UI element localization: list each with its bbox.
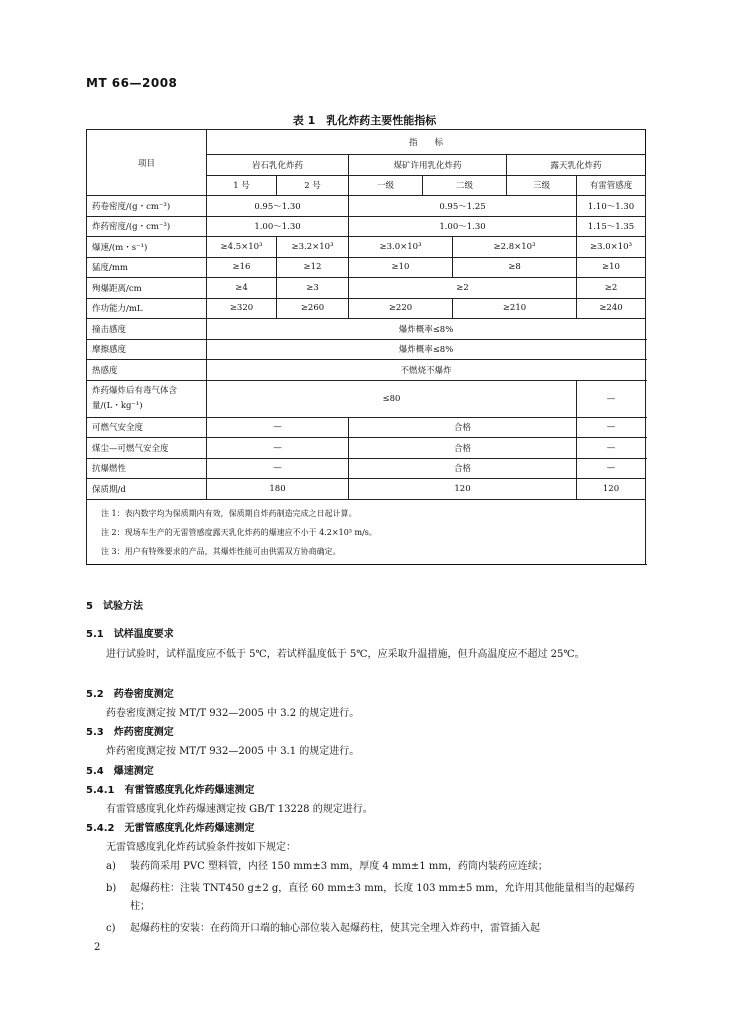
cell: 1.10～1.30 [577,196,646,217]
cell: ≥320 [207,298,277,319]
paragraph: 炸药密度测定按 MT/T 932—2005 中 3.1 的规定进行。 [106,746,360,757]
note-3: 注 3：用户有特殊要求的产品，其爆炸性能可由供需双方协商确定。 [87,542,646,565]
cell: 合格 [349,438,577,459]
cell: 1.00～1.30 [349,216,577,237]
list-text: 装药筒采用 PVC 塑料管，内径 150 mm±3 mm，厚度 4 mm±1 mm，药筒内装药应连续； [130,861,548,872]
cell: ≥10 [577,257,646,278]
section-5-4 [86,765,645,936]
note-2: 注 2：现场车生产的无雷管感度露天乳化炸药的爆速应不小于 4.2×10³ m/s。 [87,523,646,542]
note-1: 注 1：表内数字均为保质期内有效，保质期自炸药制造完成之日起计算。 [87,499,646,523]
cell: — [207,438,349,459]
list-item [86,860,645,874]
row-label: 摩擦感度 [87,339,207,360]
page-number: 2 [94,942,101,953]
cell: ≤80 [207,380,577,417]
section-heading: 5.1 试样温度要求 [86,629,174,640]
list-marker: c) [106,923,116,934]
list-marker: a) [106,861,116,872]
cell: ≥210 [453,298,577,319]
performance-table [86,129,646,565]
section-heading: 5.4.1 有雷管感度乳化炸药爆速测定 [86,785,255,796]
table-row [87,257,646,278]
table-header-row [87,130,646,155]
table-row [87,319,646,340]
table-row [87,278,646,299]
table-row [87,417,646,438]
header-coal-1: 一级 [349,175,423,196]
cell: ≥2.8×10³ [453,237,577,258]
cell: — [207,417,349,438]
cell: 1.00～1.30 [207,216,349,237]
row-label: 作功能力/mL [87,298,207,319]
cell: 0.95～1.25 [349,196,577,217]
row-label: 撞击感度 [87,319,207,340]
table-row [87,196,646,217]
cell: ≥3 [277,278,349,299]
table-row [87,339,646,360]
section-heading: 5.3 炸药密度测定 [86,727,174,738]
cell: ≥8 [453,257,577,278]
cell: ≥2 [349,278,577,299]
cell: 爆炸概率≤8% [207,339,646,360]
table-row [87,458,646,479]
list-text: 起爆药柱的安装：在药筒开口端的轴心部位装入起爆药柱，使其完全埋入炸药中，雷管插入起 [130,923,540,934]
row-label: 炸药爆炸后有毒气体含量/(L・kg⁻¹) [87,380,207,417]
cell: 不燃烧不爆炸 [207,360,646,381]
cell: 120 [349,479,577,500]
cell: ≥3.0×10³ [349,237,453,258]
cell: ≥12 [277,257,349,278]
table-row [87,380,646,417]
cell: ≥3.0×10³ [577,237,646,258]
cell: — [577,417,646,438]
cell: ≥10 [349,257,453,278]
row-label: 保质期/d [87,479,207,500]
paragraph: 有雷管感度乳化炸药爆速测定按 GB/T 13228 的规定进行。 [106,804,373,815]
paragraph: 药卷密度测定按 MT/T 932—2005 中 3.2 的规定进行。 [106,708,360,719]
table-note [87,542,646,565]
cell: 180 [207,479,349,500]
section-5-3 [86,726,645,759]
section-heading: 5 试验方法 [86,601,143,612]
row-label: 热感度 [87,360,207,381]
cell: — [577,458,646,479]
cell: — [207,458,349,479]
cell: ≥260 [277,298,349,319]
list-marker: b) [106,883,117,894]
cell: 爆炸概率≤8% [207,319,646,340]
header-coal: 煤矿许用乳化炸药 [349,155,507,176]
table-row [87,216,646,237]
cell: ≥220 [349,298,453,319]
paragraph: 进行试验时，试样温度应不低于 5℃，若试样温度低于 5℃，应采取升温措施，但升高温度应不超过 25℃。 [106,649,585,660]
header-open: 露天乳化炸药 [507,155,646,176]
header-coal-3: 三级 [507,175,577,196]
cell: — [577,380,646,417]
row-label: 药卷密度/(g・cm⁻³) [87,196,207,217]
table-row [87,237,646,258]
row-label: 猛度/mm [87,257,207,278]
cell: ≥2 [577,278,646,299]
list-text: 起爆药柱：注装 TNT450 g±2 g，直径 60 mm±3 mm，长度 103 mm±5 mm，允许用其他能量相当的起爆药柱； [130,883,635,912]
table-row [87,479,646,500]
header-rock-1: 1 号 [207,175,277,196]
row-label: 可燃气安全度 [87,417,207,438]
paragraph: 无雷管感度乳化炸药试验条件按如下规定： [106,842,296,853]
document-code: MT 66—2008 [86,76,178,90]
cell: 0.95～1.30 [207,196,349,217]
cell: ≥16 [207,257,277,278]
row-label: 炸药密度/(g・cm⁻³) [87,216,207,237]
table-title: 表 1 乳化炸药主要性能指标 [292,114,437,127]
header-coal-2: 二级 [423,175,507,196]
cell: 合格 [349,417,577,438]
list-item [86,922,645,936]
section-heading: 5.4 爆速测定 [86,766,154,777]
section-heading: 5.2 药卷密度测定 [86,689,174,700]
section-5-2 [86,688,645,721]
cell: ≥4 [207,278,277,299]
section-5-1 [86,628,645,664]
table-row [87,438,646,459]
cell: 合格 [349,458,577,479]
header-rock-2: 2 号 [277,175,349,196]
table-row [87,298,646,319]
header-rock: 岩石乳化炸药 [207,155,349,176]
cell: 120 [577,479,646,500]
header-open-det: 有雷管感度 [577,175,646,196]
cell: — [577,438,646,459]
header-item: 项目 [87,130,207,196]
row-label: 爆速/(m・s⁻¹) [87,237,207,258]
row-label: 抗爆燃性 [87,458,207,479]
list-item [86,880,645,916]
cell: 1.15～1.35 [577,216,646,237]
row-label: 殉爆距离/cm [87,278,207,299]
cell: ≥240 [577,298,646,319]
table-row [87,360,646,381]
header-indicator: 指 标 [207,130,646,155]
section-heading: 5.4.2 无雷管感度乳化炸药爆速测定 [86,823,255,834]
cell: ≥3.2×10³ [277,237,349,258]
row-label: 煤尘—可燃气安全度 [87,438,207,459]
table-note [87,523,646,542]
table-note [87,499,646,523]
section-5 [86,600,645,614]
cell: ≥4.5×10³ [207,237,277,258]
